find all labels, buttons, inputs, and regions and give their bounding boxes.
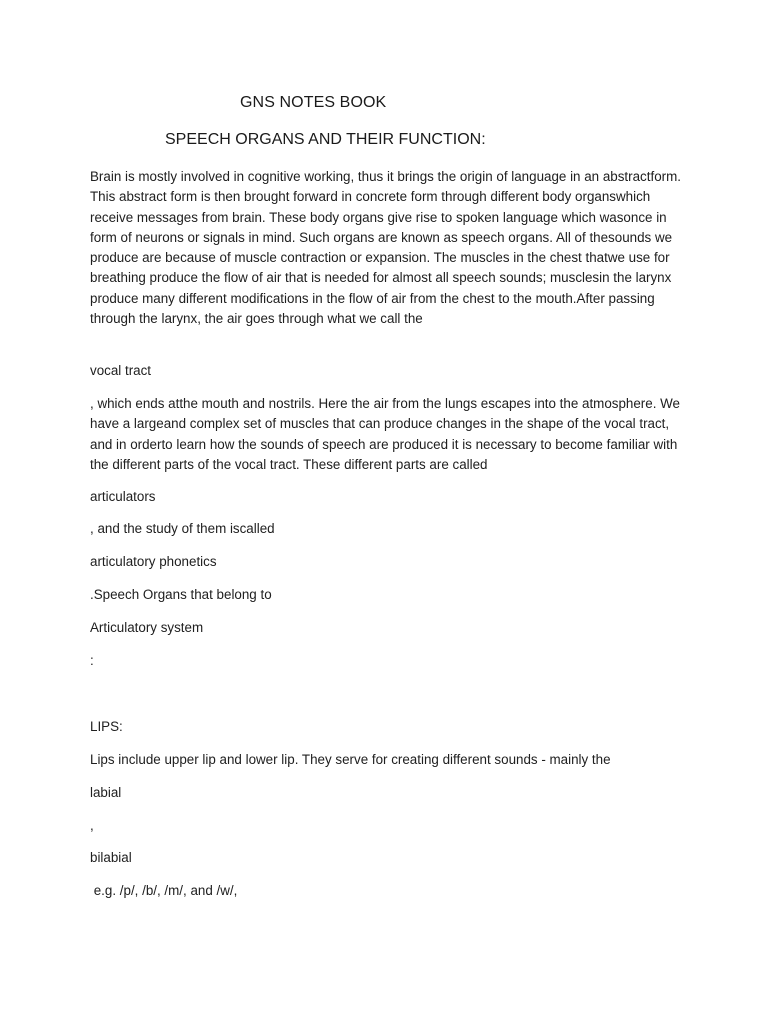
term-articulatory-system: Articulatory system xyxy=(90,620,204,635)
paragraph-brain: Brain is mostly involved in cognitive working, thus it brings the origin of language in an abstractform. This abstract form is then brought forward in concrete form through different body organswhich receive messages from brain. These body organs give rise to spoken language which wasonce in form of neurons or signals in mind. Such organs are known as speech organs. All of thesounds we produce are because of muscle contraction or expansion. The muscles in the chest thatwe use for breathing produce the flow of air that is needed for almost all speech sounds; musclesin the larynx produce many different modifications in the flow of air from the chest to the mouth.After passing through the larynx, the air goes through what we call the xyxy=(90,169,681,327)
term-labial: labial xyxy=(90,785,122,800)
term-bilabial: bilabial xyxy=(90,850,132,865)
document-title: GNS NOTES BOOK xyxy=(240,94,387,111)
heading-lips: LIPS: xyxy=(90,719,123,734)
examples-text: e.g. /p/, /b/, /m/, and /w/, xyxy=(90,883,238,898)
term-articulators: articulators xyxy=(90,489,156,504)
fragment-speech-organs: .Speech Organs that belong to xyxy=(90,587,272,602)
fragment-colon: : xyxy=(90,653,94,668)
term-articulatory-phonetics: articulatory phonetics xyxy=(90,554,217,569)
paragraph-vocal-tract: , which ends atthe mouth and nostrils. Here the air from the lungs escapes into the atmosphere. We have a largeand complex set of muscles that can produce changes in the shape of the vocal tract, and in orderto learn how the sounds of speech are produced it is necessary to become familiar with the different parts of the vocal tract. These different parts are called xyxy=(90,396,680,472)
document-subtitle: SPEECH ORGANS AND THEIR FUNCTION: xyxy=(165,131,486,148)
fragment-comma: , xyxy=(90,818,94,833)
lips-description: Lips include upper lip and lower lip. They serve for creating different sounds - mainly the xyxy=(90,752,611,767)
term-vocal-tract: vocal tract xyxy=(90,363,152,378)
fragment-study: , and the study of them iscalled xyxy=(90,521,275,536)
